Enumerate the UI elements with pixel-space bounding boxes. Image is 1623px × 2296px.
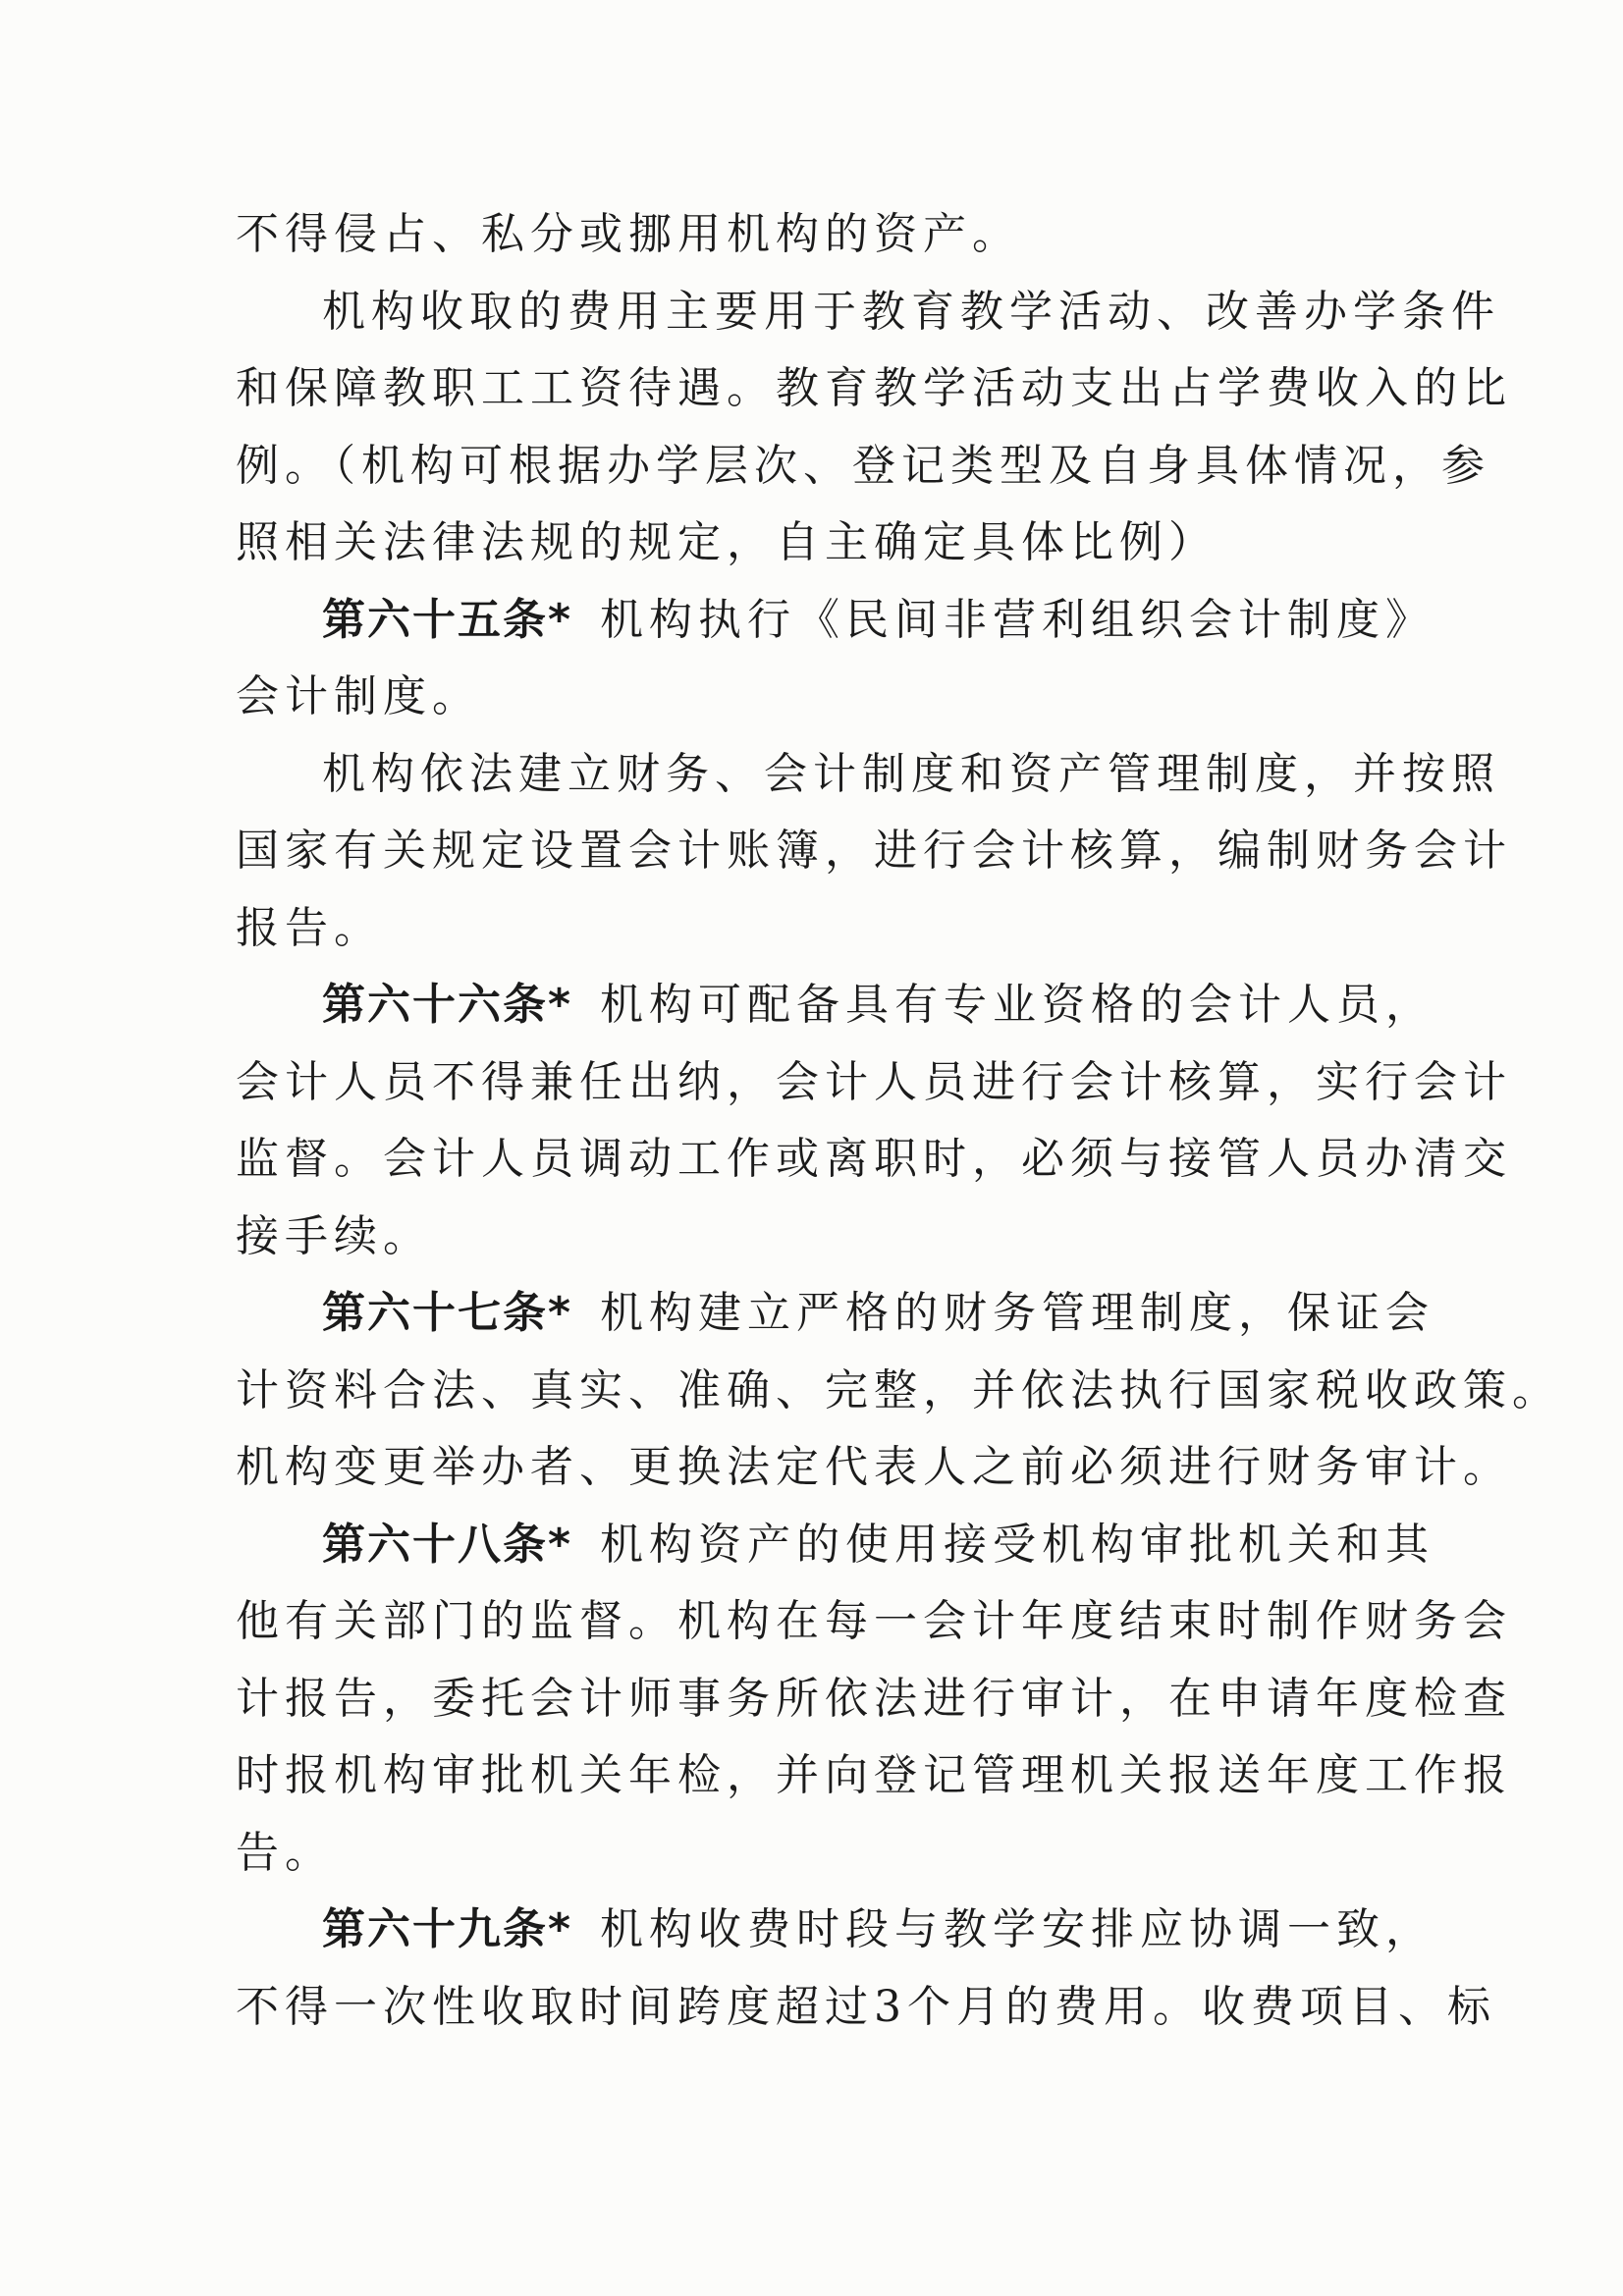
paragraph-line: 照相关法律法规的规定，自主确定具体比例） [236,517,1217,567]
article-66 [236,967,1435,1044]
article-text: 机构资产的使用接受机构审批机关和其 [600,1519,1435,1570]
article-text: 机构执行《民间非营利组织会计制度》 [600,594,1435,645]
article-heading: 第六十七条* [322,1288,573,1338]
article-69 [236,1892,1435,1969]
article-heading: 第六十八条* [322,1519,573,1570]
paragraph-line: 机构变更举办者、更换法定代表人之前必须进行财务审计。 [236,1442,1512,1492]
article-text: 机构可配备具有专业资格的会计人员， [600,980,1435,1030]
article-68 [236,1507,1435,1584]
article-text: 机构收费时段与教学安排应协调一致， [600,1904,1435,1954]
article-65 [236,582,1435,660]
document-body [236,196,1561,2046]
paragraph-line: 接手续。 [236,1210,432,1261]
paragraph-line: 和保障教职工工资待遇。教育教学活动支出占学费收入的比 [236,363,1512,413]
paragraph-line: 告。 [236,1827,334,1878]
article-heading: 第六十五条* [322,594,573,645]
paragraph-line: 计报告，委托会计师事务所依法进行审计，在申请年度检查 [236,1673,1512,1724]
paragraph-line: 机构依法建立财务、会计制度和资产管理制度，并按照 [322,748,1500,799]
article-67 [236,1275,1435,1353]
paragraph-line: 例。（机构可根据办学层次、登记类型及自身具体情况，参 [236,440,1490,491]
paragraph-line: 不得一次性收取时间跨度超过3个月的费用。收费项目、标 [236,1981,1496,2032]
paragraph-line: 报告。 [236,902,383,953]
paragraph-line: 计资料合法、真实、准确、完整，并依法执行国家税收政策。 [236,1364,1561,1415]
paragraph-line: 监督。会计人员调动工作或离职时，必须与接管人员办清交 [236,1134,1512,1184]
paragraph-line: 会计人员不得兼任出纳，会计人员进行会计核算，实行会计 [236,1056,1512,1107]
article-heading: 第六十六条* [322,980,573,1030]
paragraph-line: 时报机构审批机关年检，并向登记管理机关报送年度工作报 [236,1750,1512,1800]
paragraph-line: 机构收取的费用主要用于教育教学活动、改善办学条件 [322,286,1500,337]
paragraph-line: 国家有关规定设置会计账簿，进行会计核算，编制财务会计 [236,826,1512,876]
paragraph-line: 他有关部门的监督。机构在每一会计年度结束时制作财务会 [236,1596,1512,1646]
article-text: 机构建立严格的财务管理制度，保证会 [600,1288,1435,1338]
paragraph-line: 不得侵占、私分或挪用机构的资产。 [236,209,1021,259]
paragraph-line: 会计制度。 [236,671,481,721]
article-heading: 第六十九条* [322,1904,573,1954]
